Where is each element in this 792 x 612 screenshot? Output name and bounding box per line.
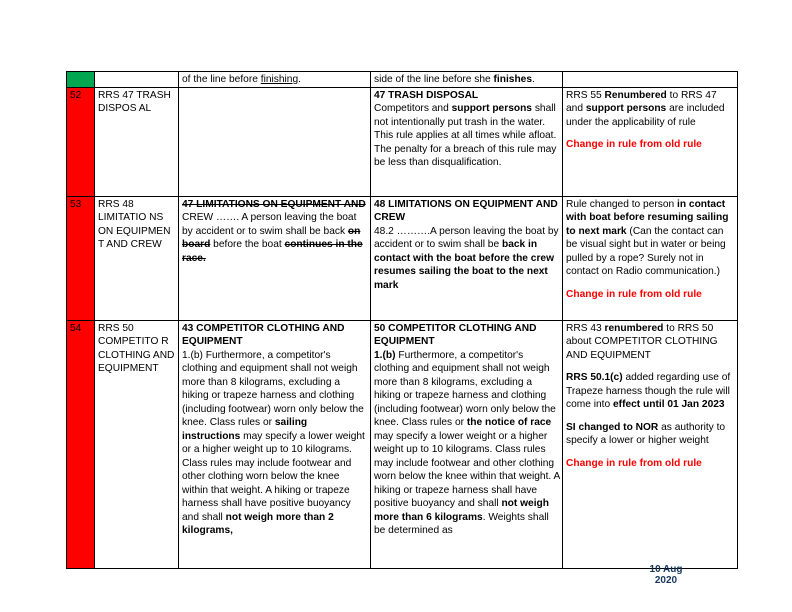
new-rule-text: . <box>532 74 535 85</box>
new-rule-term: not weigh more than 6 kilograms <box>374 498 549 523</box>
remark-text: are included under the applicability of rule <box>566 103 725 128</box>
new-rule-text: side of the line before she <box>374 74 491 85</box>
old-rule-cell <box>179 72 371 88</box>
new-rule-text: Furthermore, a competitor's clothing and equipment shall not weigh more than 8 kilograms, excluding a hiking or trapeze harness and clothing (including footwear) worn only below the knee. Class rules or <box>374 349 556 428</box>
date-line: 10 Aug <box>649 564 683 575</box>
old-rule-heading: 43 COMPETITOR CLOTHING AND EQUIPMENT <box>182 322 345 347</box>
remark-text: RRS 55 <box>566 89 602 101</box>
old-rule-heading: 47 LIMITATIONS ON EQUIPMENT AND <box>182 198 366 210</box>
new-rule-term: 1.(b) <box>374 349 396 361</box>
change-note: Change in rule from old rule <box>566 139 702 150</box>
new-rule-text: Competitors and <box>374 103 449 114</box>
row-number: 52 <box>70 89 82 101</box>
old-rule-text: of the line before <box>182 74 258 85</box>
status-cell-green <box>67 72 95 88</box>
table-row <box>67 72 738 88</box>
new-rule-term: back in contact with the boat before the crew resumes sailing the boat to the next mark <box>374 239 555 291</box>
row-number: 53 <box>70 198 82 210</box>
old-rule-cell <box>179 87 371 196</box>
old-rule-text: before the boat <box>213 239 282 250</box>
old-rule-struck: on board <box>182 225 361 250</box>
change-note: Change in rule from old rule <box>566 288 702 300</box>
old-rule-text: 1.(b) Furthermore, a competitor's clothing and equipment shall not weigh more than 8 kilograms, excluding a hiking or trapeze harness and clothing (including footwear) worn only below the knee. Class rules or <box>182 349 364 428</box>
new-rule-cell <box>371 320 563 568</box>
rule-label-cell <box>95 196 179 320</box>
old-rule-text: may specify a lower weight or a higher weight up to 10 kilograms. Class rules may include footwear and other clothing worn below the knee within that weight. A hiking or trapeze harness shall have positive buoyancy and shall <box>182 430 365 523</box>
remarks-cell <box>563 72 738 88</box>
old-rule-text: CREW ……. A person leaving the boat by accident or to swim shall be back <box>182 212 357 237</box>
change-note: Change in rule from old rule <box>566 457 702 469</box>
remark-text: to RRS 47 and <box>566 89 717 114</box>
remark-term: in contact with boat before resuming sailing to next mark <box>566 198 729 237</box>
remark-term: Renumbered <box>604 89 667 101</box>
remark-term: support persons <box>585 103 667 114</box>
new-rule-text: . Weights shall be determined as <box>374 511 549 536</box>
table-row <box>67 196 738 320</box>
remark-text: as authority to specify a lower or higher weight <box>566 421 726 446</box>
footer-date <box>640 564 692 586</box>
new-rule-text: 48.2 ……….A person leaving the boat by accident or to swim shall be <box>374 225 559 250</box>
new-rule-cell <box>371 72 563 88</box>
new-rule-term: support persons <box>451 103 532 114</box>
rules-comparison-table <box>66 71 738 569</box>
date-line: 2020 <box>654 575 678 586</box>
old-rule-cell <box>179 196 371 320</box>
row-number-cell <box>67 196 95 320</box>
rule-label-cell <box>95 72 179 88</box>
new-rule-heading: 48 LIMITATIONS ON EQUIPMENT AND CREW <box>374 198 558 223</box>
old-rule-term: not weigh more than 2 kilograms, <box>182 511 334 536</box>
new-rule-text: shall not intentionally put trash in the water. This rule applies at all times while afloat. The penalty for a breach of this rule may be less than disqualification. <box>374 103 557 168</box>
remark-term: RRS 50.1(c) <box>566 372 623 383</box>
new-rule-term: finishes <box>493 74 533 85</box>
remark-term: renumbered <box>604 322 664 334</box>
table-row <box>67 320 738 568</box>
old-rule-term: sailing instructions <box>182 417 308 442</box>
new-rule-text: may specify a lower weight or a higher weight up to 10 kilograms. Class rules may include footwear and other clothing worn below the knee within that weight. A hiking or trapeze harness shall have positive buoyancy and shall <box>374 430 560 509</box>
new-rule-heading: 47 TRASH DISPOSAL <box>374 89 479 101</box>
remark-text: Rule changed to person <box>566 198 675 210</box>
new-rule-cell <box>371 87 563 196</box>
remark-text: RRS 43 <box>566 322 602 334</box>
row-number-cell <box>67 320 95 568</box>
old-rule-term: finishing <box>260 74 299 85</box>
remark-text: to RRS 50 about COMPETITOR CLOTHING AND EQUIPMENT <box>566 322 718 361</box>
old-rule-cell <box>179 320 371 568</box>
rule-label: RRS 48 LIMITATIO NS ON EQUIPMEN T AND CREW <box>98 198 171 250</box>
remarks-cell <box>563 87 738 196</box>
remark-term: SI changed to NOR <box>566 421 659 433</box>
remark-text: (Can the contact can be visual sight but in water or being pulled by a rope? Surely not in contact on Radio communication.) <box>566 225 726 277</box>
new-rule-cell <box>371 196 563 320</box>
row-number-cell <box>67 87 95 196</box>
old-rule-struck: continues in the race. <box>182 239 363 264</box>
remark-term: effect until 01 Jan 2023 <box>613 399 725 410</box>
row-number: 54 <box>70 322 82 334</box>
new-rule-term: the notice of race <box>466 417 552 428</box>
rule-label-cell <box>95 320 179 568</box>
remarks-cell <box>563 320 738 568</box>
table-row <box>67 87 738 196</box>
new-rule-heading: 50 COMPETITOR CLOTHING AND EQUIPMENT <box>374 322 537 347</box>
remarks-cell <box>563 196 738 320</box>
remark-text: added regarding use of Trapeze harness though the rule will come into <box>566 372 731 410</box>
rule-label: RRS 50 COMPETITO R CLOTHING AND EQUIPMENT <box>98 322 175 374</box>
rule-label-cell <box>95 87 179 196</box>
rule-label: RRS 47 TRASH DISPOS AL <box>98 89 171 114</box>
old-rule-text: . <box>298 74 301 85</box>
